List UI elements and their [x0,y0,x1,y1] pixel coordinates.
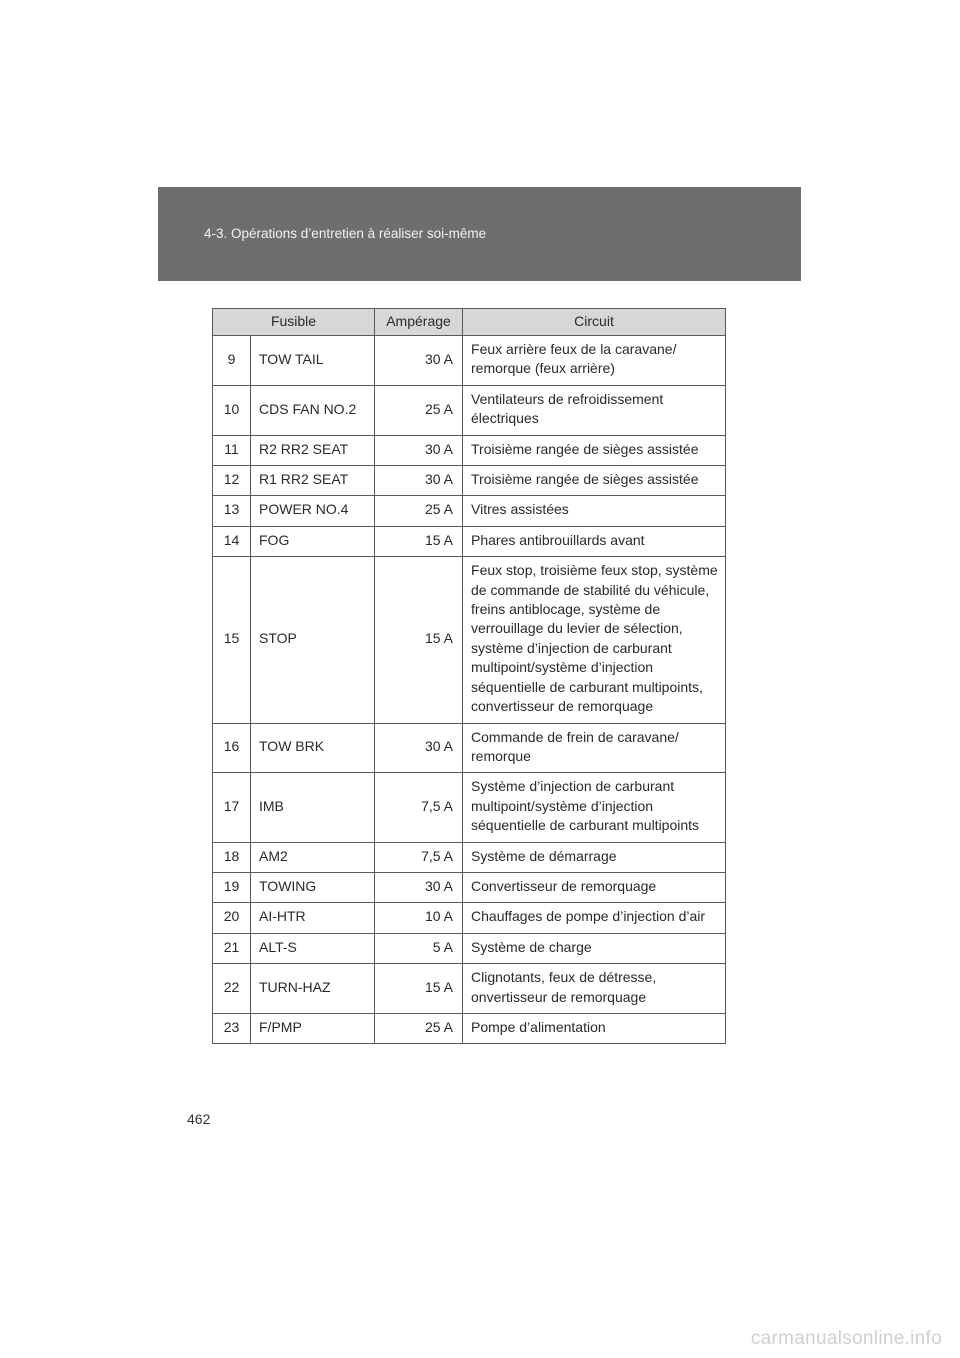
table-row [213,933,726,963]
fuse-name: POWER NO.4 [251,496,375,526]
fuse-circuit: Ventilateurs de refroidissement électriques [463,385,726,435]
table-row [213,557,726,723]
fuse-name: AI-HTR [251,903,375,933]
fuse-amperage: 30 A [375,435,463,465]
fuse-number: 17 [213,773,251,842]
fuse-number: 11 [213,435,251,465]
table-row [213,385,726,435]
fuse-amperage: 30 A [375,872,463,902]
table-row [213,842,726,872]
fuse-circuit: Pompe d’alimentation [463,1013,726,1043]
table-row [213,336,726,386]
fuse-number: 19 [213,872,251,902]
fuse-name: R1 RR2 SEAT [251,466,375,496]
fuse-amperage: 25 A [375,496,463,526]
fuse-amperage: 30 A [375,336,463,386]
fuse-amperage: 15 A [375,964,463,1014]
fuse-number: 23 [213,1013,251,1043]
page-number: 462 [187,1111,211,1127]
fuse-circuit: Convertisseur de remorquage [463,872,726,902]
table-header-row [213,309,726,336]
fuse-number: 21 [213,933,251,963]
fuse-circuit: Système d’injection de carburant multipoint/système d’injection séquentielle de carburant multipoints [463,773,726,842]
fuse-number: 14 [213,526,251,556]
fuse-number: 22 [213,964,251,1014]
fuse-circuit: Système de démarrage [463,842,726,872]
column-header-fusible: Fusible [213,309,375,336]
table-row [213,773,726,842]
table-row [213,872,726,902]
fuse-table [212,308,726,1044]
fuse-amperage: 15 A [375,557,463,723]
fuse-circuit: Troisième rangée de sièges assistée [463,435,726,465]
fuse-circuit: Feux stop, troisième feux stop, système de commande de stabilité du véhicule, freins antiblocage, système de verrouillage du levier de sélection, système d’injection de carburant multipoint/système d’injection séquentielle de carburant multipoints, convertisseur de remorquage [463,557,726,723]
fuse-number: 20 [213,903,251,933]
fuse-amperage: 25 A [375,385,463,435]
fuse-circuit: Phares antibrouillards avant [463,526,726,556]
fuse-circuit: Chauffages de pompe d’injection d’air [463,903,726,933]
fuse-circuit: Système de charge [463,933,726,963]
fuse-circuit: Feux arrière feux de la caravane/ remorque (feux arrière) [463,336,726,386]
fuse-name: TOWING [251,872,375,902]
fuse-amperage: 30 A [375,723,463,773]
table-row [213,723,726,773]
fuse-amperage: 15 A [375,526,463,556]
fuse-name: ALT-S [251,933,375,963]
fuse-name: R2 RR2 SEAT [251,435,375,465]
table-row [213,466,726,496]
fuse-circuit: Clignotants, feux de détresse, onvertisseur de remorquage [463,964,726,1014]
fuse-amperage: 10 A [375,903,463,933]
fuse-name: IMB [251,773,375,842]
table-row [213,526,726,556]
watermark: carmanualsonline.info [750,1328,942,1349]
fuse-number: 12 [213,466,251,496]
column-header-circuit: Circuit [463,309,726,336]
section-header-band [158,187,801,281]
fuse-name: STOP [251,557,375,723]
fuse-number: 15 [213,557,251,723]
fuse-number: 10 [213,385,251,435]
fuse-name: TURN-HAZ [251,964,375,1014]
fuse-amperage: 7,5 A [375,773,463,842]
fuse-circuit: Commande de frein de caravane/ remorque [463,723,726,773]
fuse-amperage: 30 A [375,466,463,496]
table-row [213,435,726,465]
table-row [213,964,726,1014]
fuse-circuit: Vitres assistées [463,496,726,526]
fuse-number: 16 [213,723,251,773]
fuse-name: FOG [251,526,375,556]
fuse-name: F/PMP [251,1013,375,1043]
table-row [213,496,726,526]
fuse-name: TOW TAIL [251,336,375,386]
fuse-number: 18 [213,842,251,872]
fuse-name: TOW BRK [251,723,375,773]
column-header-amperage: Ampérage [375,309,463,336]
fuse-name: AM2 [251,842,375,872]
table-row [213,1013,726,1043]
fuse-name: CDS FAN NO.2 [251,385,375,435]
fuse-circuit: Troisième rangée de sièges assistée [463,466,726,496]
table-row [213,903,726,933]
fuse-amperage: 5 A [375,933,463,963]
fuse-amperage: 7,5 A [375,842,463,872]
fuse-number: 9 [213,336,251,386]
fuse-amperage: 25 A [375,1013,463,1043]
fuse-number: 13 [213,496,251,526]
section-title: 4-3. Opérations d’entretien à réaliser soi-même [204,226,487,241]
